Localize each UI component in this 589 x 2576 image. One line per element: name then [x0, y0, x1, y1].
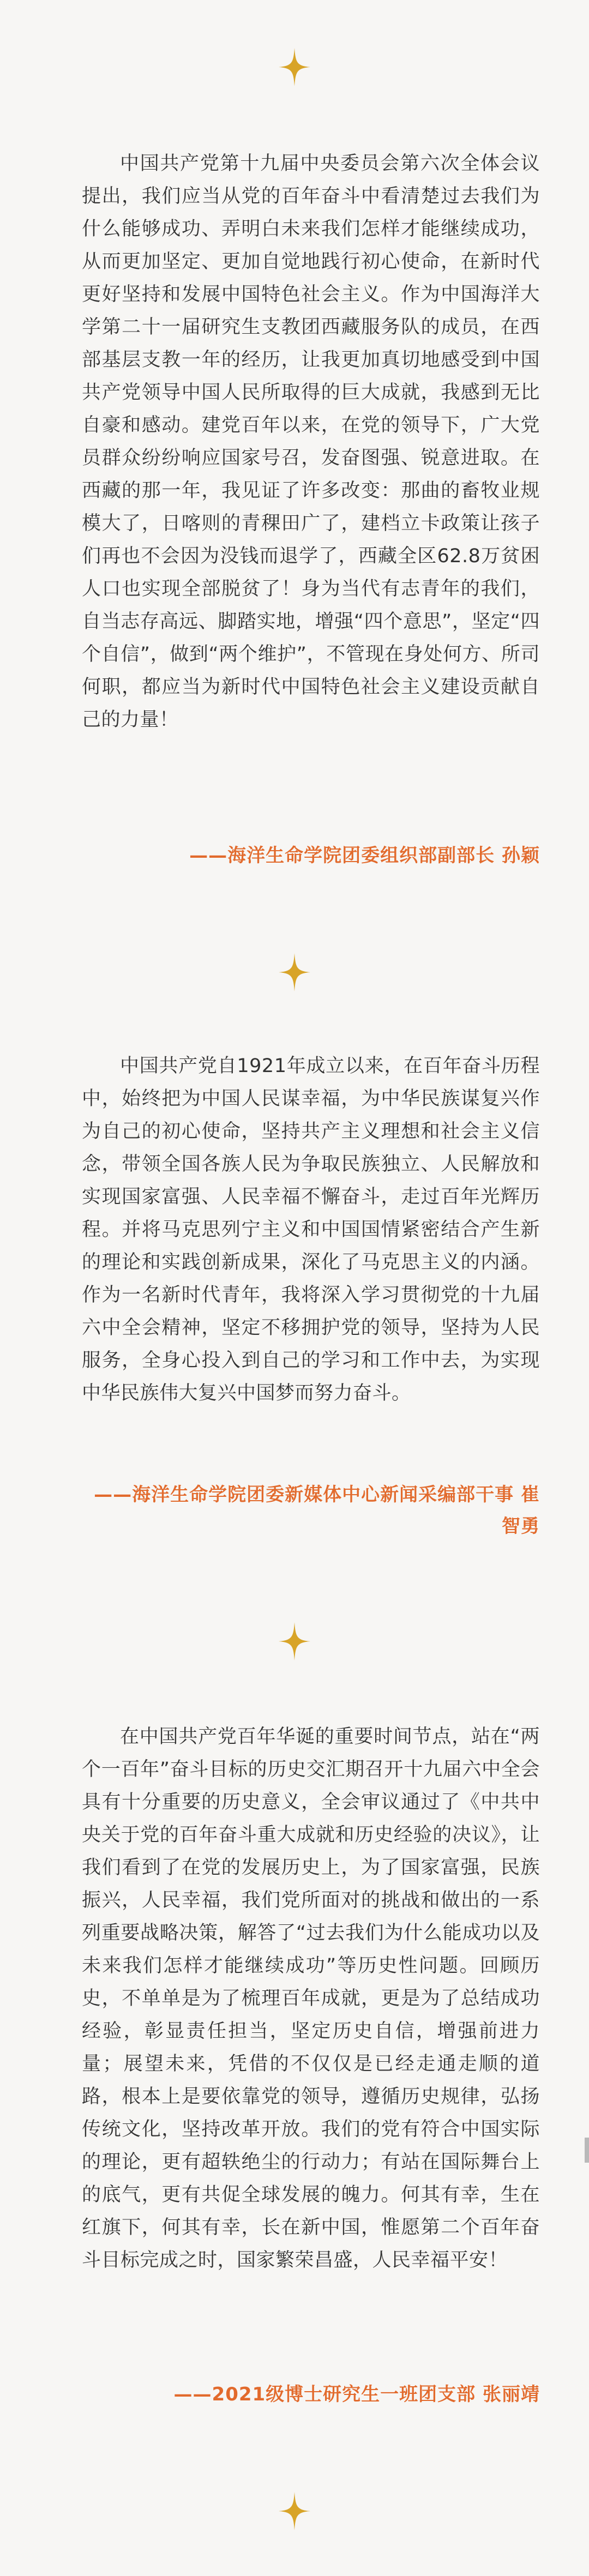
divider-star	[0, 2492, 589, 2530]
section-signature: ——海洋生命学院团委新媒体中心新闻采编部干事 崔智勇	[94, 1484, 540, 1537]
four-point-star-icon	[279, 2492, 310, 2530]
section-paragraph: 中国共产党自1921年成立以来，在百年奋斗历程中，始终把为中国人民谋幸福，为中华民族谋复兴作为自己的初心使命，坚持共产主义理想和社会主义信念，带领全国各族人民为争取民族独立、人民解放和实现国家富强、人民幸福不懈奋斗，走过百年光辉历程。并将马克思列宁主义和中国国情紧密结合产生新的理论和实践创新成果，深化了马克思主义的内涵。作为一名新时代青年，我将深入学习贯彻党的十九届六中全会精神，坚定不移拥护党的领导，坚持为人民服务，全身心投入到自己的学习和工作中去，为实现中华民族伟大复兴中国梦而努力奋斗。	[82, 1055, 540, 1404]
section-2	[82, 1050, 540, 1410]
four-point-star-icon	[279, 1622, 310, 1660]
four-point-star-icon	[279, 48, 310, 86]
divider-star	[0, 953, 589, 991]
divider-star	[0, 48, 589, 86]
scroll-indicator[interactable]	[585, 2138, 589, 2163]
section-signature: ——海洋生命学院团委组织部副部长 孙颖	[189, 845, 540, 866]
four-point-star-icon	[279, 953, 310, 991]
divider-star	[0, 1622, 589, 1660]
section-signature: ——2021级博士研究生一班团支部 张丽靖	[173, 2384, 540, 2405]
section-1	[82, 147, 540, 736]
section-3	[82, 1720, 540, 2277]
section-paragraph: 在中国共产党百年华诞的重要时间节点，站在“两个一百年”奋斗目标的历史交汇期召开十九届六中全会具有十分重要的历史意义，全会审议通过了《中共中央关于党的百年奋斗重大成就和历史经验的决议》，让我们看到了在党的发展历史上，为了国家富强，民族振兴，人民幸福，我们党所面对的挑战和做出的一系列重要战略决策，解答了“过去我们为什么能成功以及未来我们怎样才能继续成功”等历史性问题。回顾历史，不单单是为了梳理百年成就，更是为了总结成功经验，彰显责任担当，坚定历史自信，增强前进力量；展望未来，凭借的不仅仅是已经走通走顺的道路，根本上是要依靠党的领导，遵循历史规律，弘扬传统文化，坚持改革开放。我们的党有符合中国实际的理论，更有超轶绝尘的行动力；有站在国际舞台上的底气，更有共促全球发展的魄力。何其有幸，生在红旗下，何其有幸，长在新中国，惟愿第二个百年奋斗目标完成之时，国家繁荣昌盛，人民幸福平安！	[82, 1726, 540, 2271]
section-paragraph: 中国共产党第十九届中央委员会第六次全体会议提出，我们应当从党的百年奋斗中看清楚过去我们为什么能够成功、弄明白未来我们怎样才能继续成功，从而更加坚定、更加自觉地践行初心使命，在新时代更好坚持和发展中国特色社会主义。作为中国海洋大学第二十一届研究生支教团西藏服务队的成员，在西部基层支教一年的经历，让我更加真切地感受到中国共产党领导中国人民所取得的巨大成就，我感到无比自豪和感动。建党百年以来，在党的领导下，广大党员群众纷纷响应国家号召，发奋图强、锐意进取。在西藏的那一年，我见证了许多改变：那曲的畜牧业规模大了，日喀则的青稞田广了，建档立卡政策让孩子们再也不会因为没钱而退学了，西藏全区62.8万贫困人口也实现全部脱贫了！身为当代有志青年的我们，自当志存高远、脚踏实地，增强“四个意思”，坚定“四个自信”，做到“两个维护”，不管现在身处何方、所司何职，都应当为新时代中国特色社会主义建设贡献自己的力量！	[82, 153, 540, 731]
